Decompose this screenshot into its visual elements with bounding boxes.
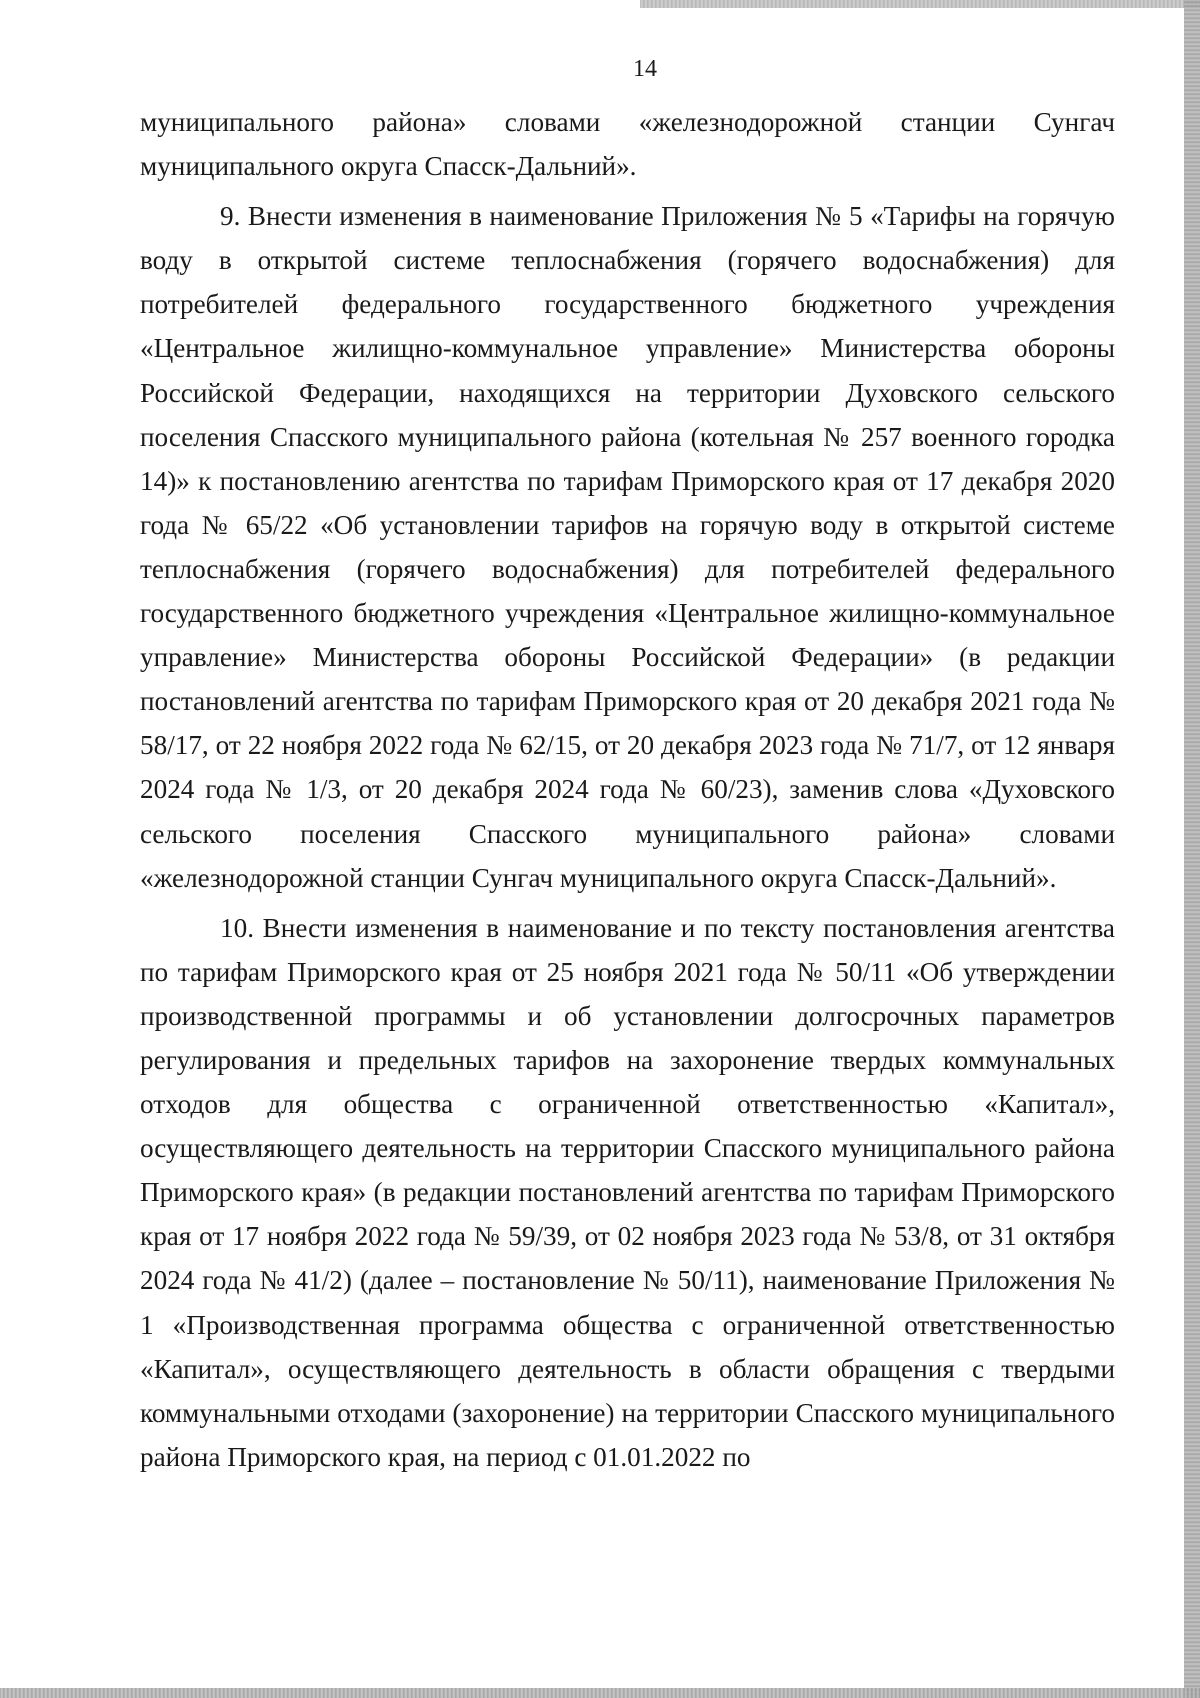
- scan-edge-bottom: [0, 1688, 1200, 1698]
- paragraph-continuation: муниципального района» словами «железнодорожной станции Сунгач муниципального округа Спасск-Дальний».: [140, 107, 1115, 182]
- document-body: [140, 100, 1115, 1485]
- scan-edge-right: [1184, 0, 1200, 1698]
- paragraph-item-10: 10. Внести изменения в наименование и по тексту постановления агентства по тарифам Приморского края от 25 ноября 2021 года № 50/11 «Об утверждении производственной программы и об установлении долгосрочных параметров регулирования и предельных тарифов на захоронение твердых коммунальных отходов для общества с ограниченной ответственностью «Капитал», осуществляющего деятельность на территории Спасского муниципального района Приморского края» (в редакции постановлений агентства по тарифам Приморского края от 17 ноября 2022 года № 59/39, от 02 ноября 2023 года № 53/8, от 31 октября 2024 года № 41/2) (далее – постановление № 50/11), наименование Приложения № 1 «Производственная программа общества с ограниченной ответственностью «Капитал», осуществляющего деятельность в области обращения с твердыми коммунальными отходами (захоронение) на территории Спасского муниципального района Приморского края, на период с 01.01.2022 по: [140, 912, 1115, 1472]
- scan-edge-top: [640, 0, 1200, 8]
- paragraph-item-9: 9. Внести изменения в наименование Приложения № 5 «Тарифы на горячую воду в открытой системе теплоснабжения (горячего водоснабжения) для потребителей федерального государственного бюджетного учреждения «Центральное жилищно-коммунальное управление» Министерства обороны Российской Федерации, находящихся на территории Духовского сельского поселения Спасского муниципального района (котельная № 257 военного городка 14)» к постановлению агентства по тарифам Приморского края от 17 декабря 2020 года № 65/22 «Об установлении тарифов на горячую воду в открытой системе теплоснабжения (горячего водоснабжения) для потребителей федерального государственного бюджетного учреждения «Центральное жилищно-коммунальное управление» Министерства обороны Российской Федерации» (в редакции постановлений агентства по тарифам Приморского края от 20 декабря 2021 года № 58/17, от 22 ноября 2022 года № 62/15, от 20 декабря 2023 года № 71/7, от 12 января 2024 года № 1/3, от 20 декабря 2024 года № 60/23), заменив слова «Духовского сельского поселения Спасского муниципального района» словами «железнодорожной станции Сунгач муниципального округа Спасск-Дальний».: [140, 201, 1115, 893]
- page-number: 14: [633, 56, 657, 82]
